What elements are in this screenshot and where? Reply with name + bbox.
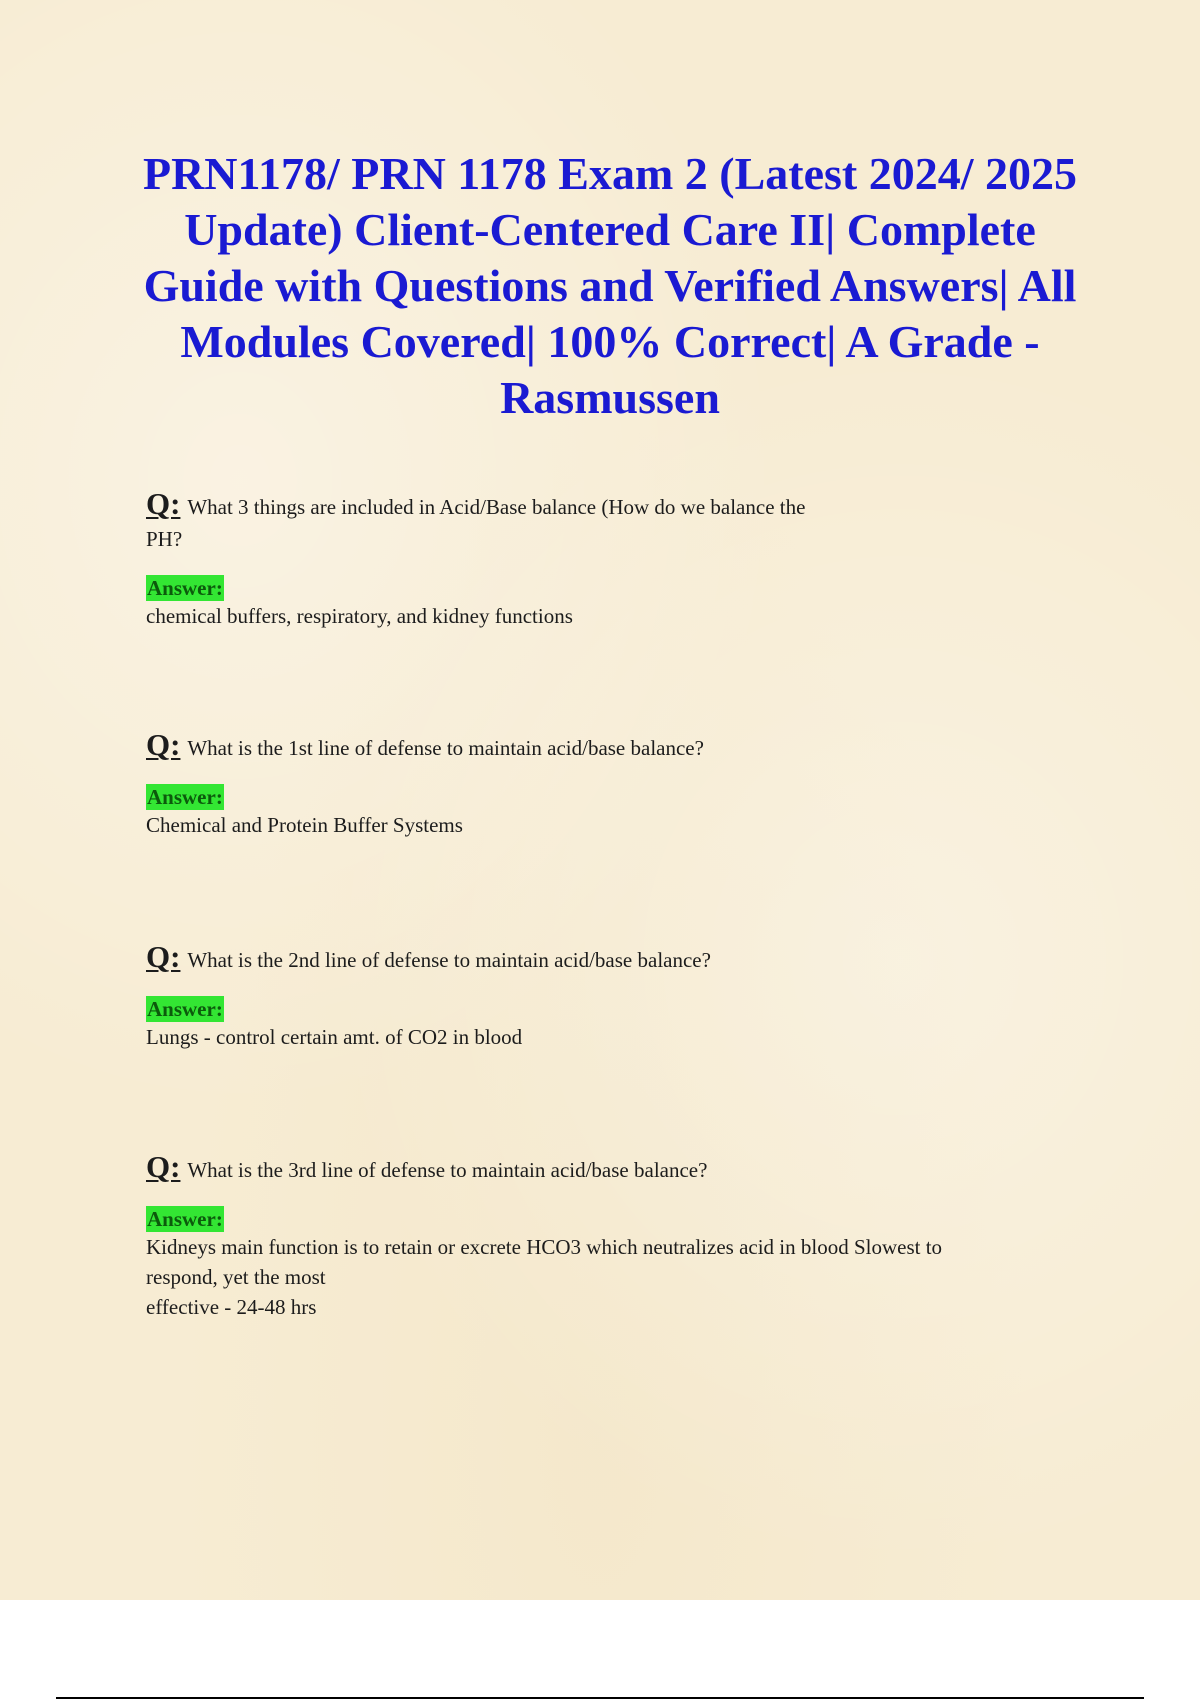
qa-item-2: [146, 729, 1086, 840]
question-text: What 3 things are included in Acid/Base balance (How do we balance the PH?: [146, 495, 806, 551]
answer-text: Kidneys main function is to retain or excrete HCO3 which neutralizes acid in blood Slowest to respond, yet the most effective - 24-48 hrs: [146, 1235, 943, 1319]
question-3: [146, 941, 1086, 976]
question-4: [146, 1151, 1086, 1186]
qa-item-3: [146, 941, 1086, 1052]
question-text: What is the 3rd line of defense to maintain acid/base balance?: [187, 1158, 708, 1182]
answer-label: Answer:: [147, 785, 223, 809]
question-1: [146, 488, 1086, 555]
question-label: Q:: [146, 939, 181, 974]
qa-item-4: [146, 1151, 1086, 1322]
question-label: Q:: [146, 1149, 181, 1184]
answer-label: Answer:: [147, 1207, 223, 1231]
footer-divider: [56, 1697, 1144, 1699]
answer-text: Lungs - control certain amt. of CO2 in blood: [146, 1025, 523, 1049]
answer-text: Chemical and Protein Buffer Systems: [146, 813, 463, 837]
answer-label: Answer:: [147, 576, 223, 600]
question-2: [146, 729, 1086, 764]
qa-item-1: [146, 488, 1086, 631]
question-label: Q:: [146, 486, 181, 521]
question-label: Q:: [146, 727, 181, 762]
answer-label: Answer:: [147, 997, 223, 1021]
question-text: What is the 1st line of defense to maintain acid/base balance?: [187, 736, 704, 760]
question-text: What is the 2nd line of defense to maintain acid/base balance?: [187, 948, 711, 972]
answer-text: chemical buffers, respiratory, and kidney functions: [146, 604, 573, 628]
document-title: PRN1178/ PRN 1178 Exam 2 (Latest 2024/ 2025 Update) Client-Centered Care II| Complete Guide with Questions and Verified Answers| All Modules Covered| 100% Correct| A Grade - Rasmussen: [142, 148, 1077, 423]
